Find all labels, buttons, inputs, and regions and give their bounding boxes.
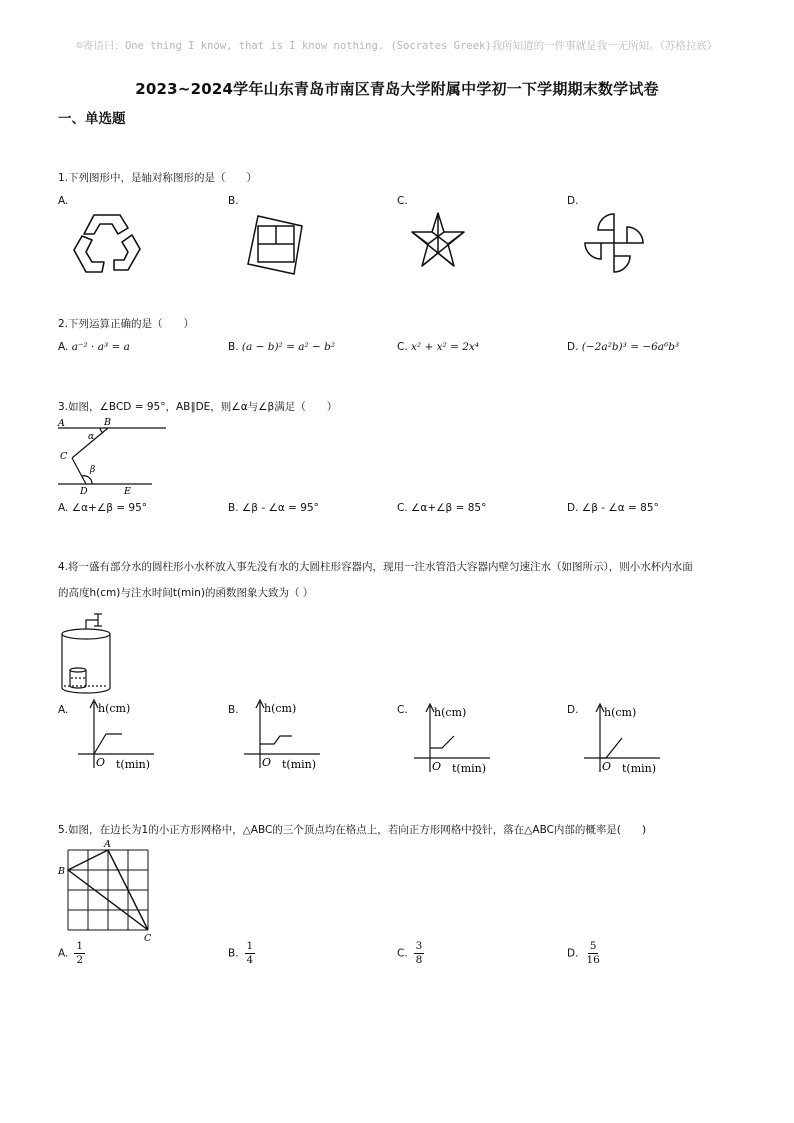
q5-option-b [228, 940, 255, 967]
q4-graph-d [580, 700, 664, 782]
q3-option-a-text: ∠α+∠β = 95° [71, 502, 148, 514]
q5-option-b-fraction [245, 940, 256, 967]
q5-label-b: B [58, 866, 65, 877]
q2-option-b-expression: (a − b)² = a² − b² [241, 341, 336, 353]
label-angle-beta: β [90, 465, 96, 475]
q5-option-d-denominator: 16 [586, 954, 600, 966]
graph-c-y-label: h(cm) [434, 706, 467, 719]
q2-option-c [397, 341, 479, 353]
q3-option-b-label: B. [228, 502, 239, 514]
q5-option-c [397, 940, 424, 967]
q5-option-c-fraction [414, 940, 425, 967]
q5-option-c-denominator: 8 [415, 954, 423, 966]
section-heading: 一、单选题 [58, 111, 126, 127]
q5-option-c-label: C. [397, 947, 408, 960]
q3-option-a-label: A. [58, 502, 69, 514]
q2-option-d [567, 341, 679, 353]
q5-option-a-fraction [74, 940, 85, 967]
q5-option-a-label: A. [58, 947, 69, 960]
q4-stem-line1: 4.将一盛有部分水的圆柱形小水杯放入事先没有水的大圆柱形容器内，现用一注水管沿大容器内壁匀速注水（如图所示），则小水杯内水面 [58, 561, 693, 573]
q3-option-d-text: ∠β - ∠α = 85° [581, 502, 659, 514]
q4-graph-a [74, 696, 158, 778]
graph-c-x-label: t(min) [452, 762, 487, 775]
exam-title: 2023~2024学年山东青岛市南区青岛大学附属中学初一下学期期末数学试卷 [135, 80, 659, 98]
q4-option-d-label: D. [567, 704, 579, 716]
q3-option-d [567, 502, 659, 514]
q5-option-a [58, 940, 85, 967]
q3-option-b [228, 502, 319, 514]
q2-option-d-expression: (−2a²b)³ = −6a⁶b³ [581, 341, 680, 353]
graph-d-origin: O [602, 760, 612, 773]
q2-option-a-expression: a⁻² · a³ = a [71, 341, 130, 353]
q1-option-d-label: D. [567, 195, 579, 207]
q4-graph-c [410, 700, 494, 782]
label-point-a: A [58, 418, 65, 429]
grid-triangle-figure [56, 838, 156, 944]
q4-option-a-label: A. [58, 704, 69, 716]
q2-option-b-label: B. [228, 341, 239, 353]
pinwheel-figure [580, 210, 648, 276]
q3-stem: 3.如图，∠BCD = 95°，AB∥DE，则∠α与∠β满足（ ） [58, 401, 338, 413]
q5-option-d-label: D. [567, 947, 579, 960]
q1-option-b-label: B. [228, 195, 239, 207]
q2-option-a [58, 341, 130, 353]
q1-option-c-label: C. [397, 195, 408, 207]
q3-option-d-label: D. [567, 502, 579, 514]
label-point-b: B [104, 417, 111, 428]
q5-label-a: A [104, 839, 111, 850]
graph-a-y-label: h(cm) [98, 702, 131, 715]
label-angle-alpha: α [88, 432, 95, 442]
graph-b-y-label: h(cm) [264, 702, 297, 715]
motto-line: ☺寄语曰：One thing I know, that is I know nothing. (Socrates Greek)我所知道的一件事就是我一无所知。（苏格拉底） [76, 40, 718, 52]
q3-option-c-label: C. [397, 502, 408, 514]
label-point-c: C [60, 451, 68, 462]
q5-option-d [567, 940, 602, 967]
q2-option-c-expression: x² + x² = 2x⁴ [411, 341, 480, 353]
graph-b-origin: O [262, 756, 272, 769]
q4-option-b-label: B. [228, 704, 239, 716]
q5-label-c: C [144, 933, 152, 944]
q5-option-b-numerator: 1 [246, 940, 254, 952]
q5-option-c-numerator: 3 [415, 940, 423, 952]
q5-option-b-denominator: 4 [246, 954, 254, 966]
graph-a-origin: O [96, 756, 106, 769]
water-container-figure [58, 606, 114, 694]
graph-c-origin: O [432, 760, 442, 773]
label-point-d: D [80, 486, 88, 497]
q3-option-c-text: ∠α+∠β = 85° [411, 502, 487, 514]
rotated-squares-figure [242, 212, 310, 278]
q5-stem: 5.如图，在边长为1的小正方形网格中，△ABC的三个顶点均在格点上，若向正方形网格中投针，落在△ABC内部的概率是( ) [58, 824, 647, 836]
q1-stem: 1.下列图形中，是轴对称图形的是（ ） [58, 172, 258, 184]
q2-stem: 2.下列运算正确的是（ ） [58, 318, 195, 330]
q2-option-a-label: A. [58, 341, 69, 353]
q5-option-a-denominator: 2 [76, 954, 84, 966]
q5-option-d-numerator: 5 [589, 940, 597, 952]
q2-option-d-label: D. [567, 341, 579, 353]
q5-option-a-numerator: 1 [76, 940, 84, 952]
q3-option-c [397, 502, 486, 514]
q2-option-c-label: C. [397, 341, 408, 353]
q4-graph-b [240, 696, 324, 778]
q5-option-b-label: B. [228, 947, 239, 960]
parallel-lines-figure [56, 414, 168, 498]
star-figure [410, 210, 466, 272]
q1-option-a-label: A. [58, 195, 69, 207]
recycle-triangle-figure [72, 212, 142, 274]
graph-d-x-label: t(min) [622, 762, 657, 775]
q3-option-b-text: ∠β - ∠α = 95° [241, 502, 319, 514]
graph-d-y-label: h(cm) [604, 706, 637, 719]
label-point-e: E [124, 486, 131, 497]
q4-option-c-label: C. [397, 704, 408, 716]
q2-option-b [228, 341, 335, 353]
q3-option-a [58, 502, 147, 514]
graph-b-x-label: t(min) [282, 758, 317, 771]
q4-stem-line2: 的高度h(cm)与注水时间t(min)的函数图象大致为（ ） [58, 587, 314, 599]
graph-a-x-label: t(min) [116, 758, 151, 771]
q5-option-d-fraction [584, 940, 601, 967]
